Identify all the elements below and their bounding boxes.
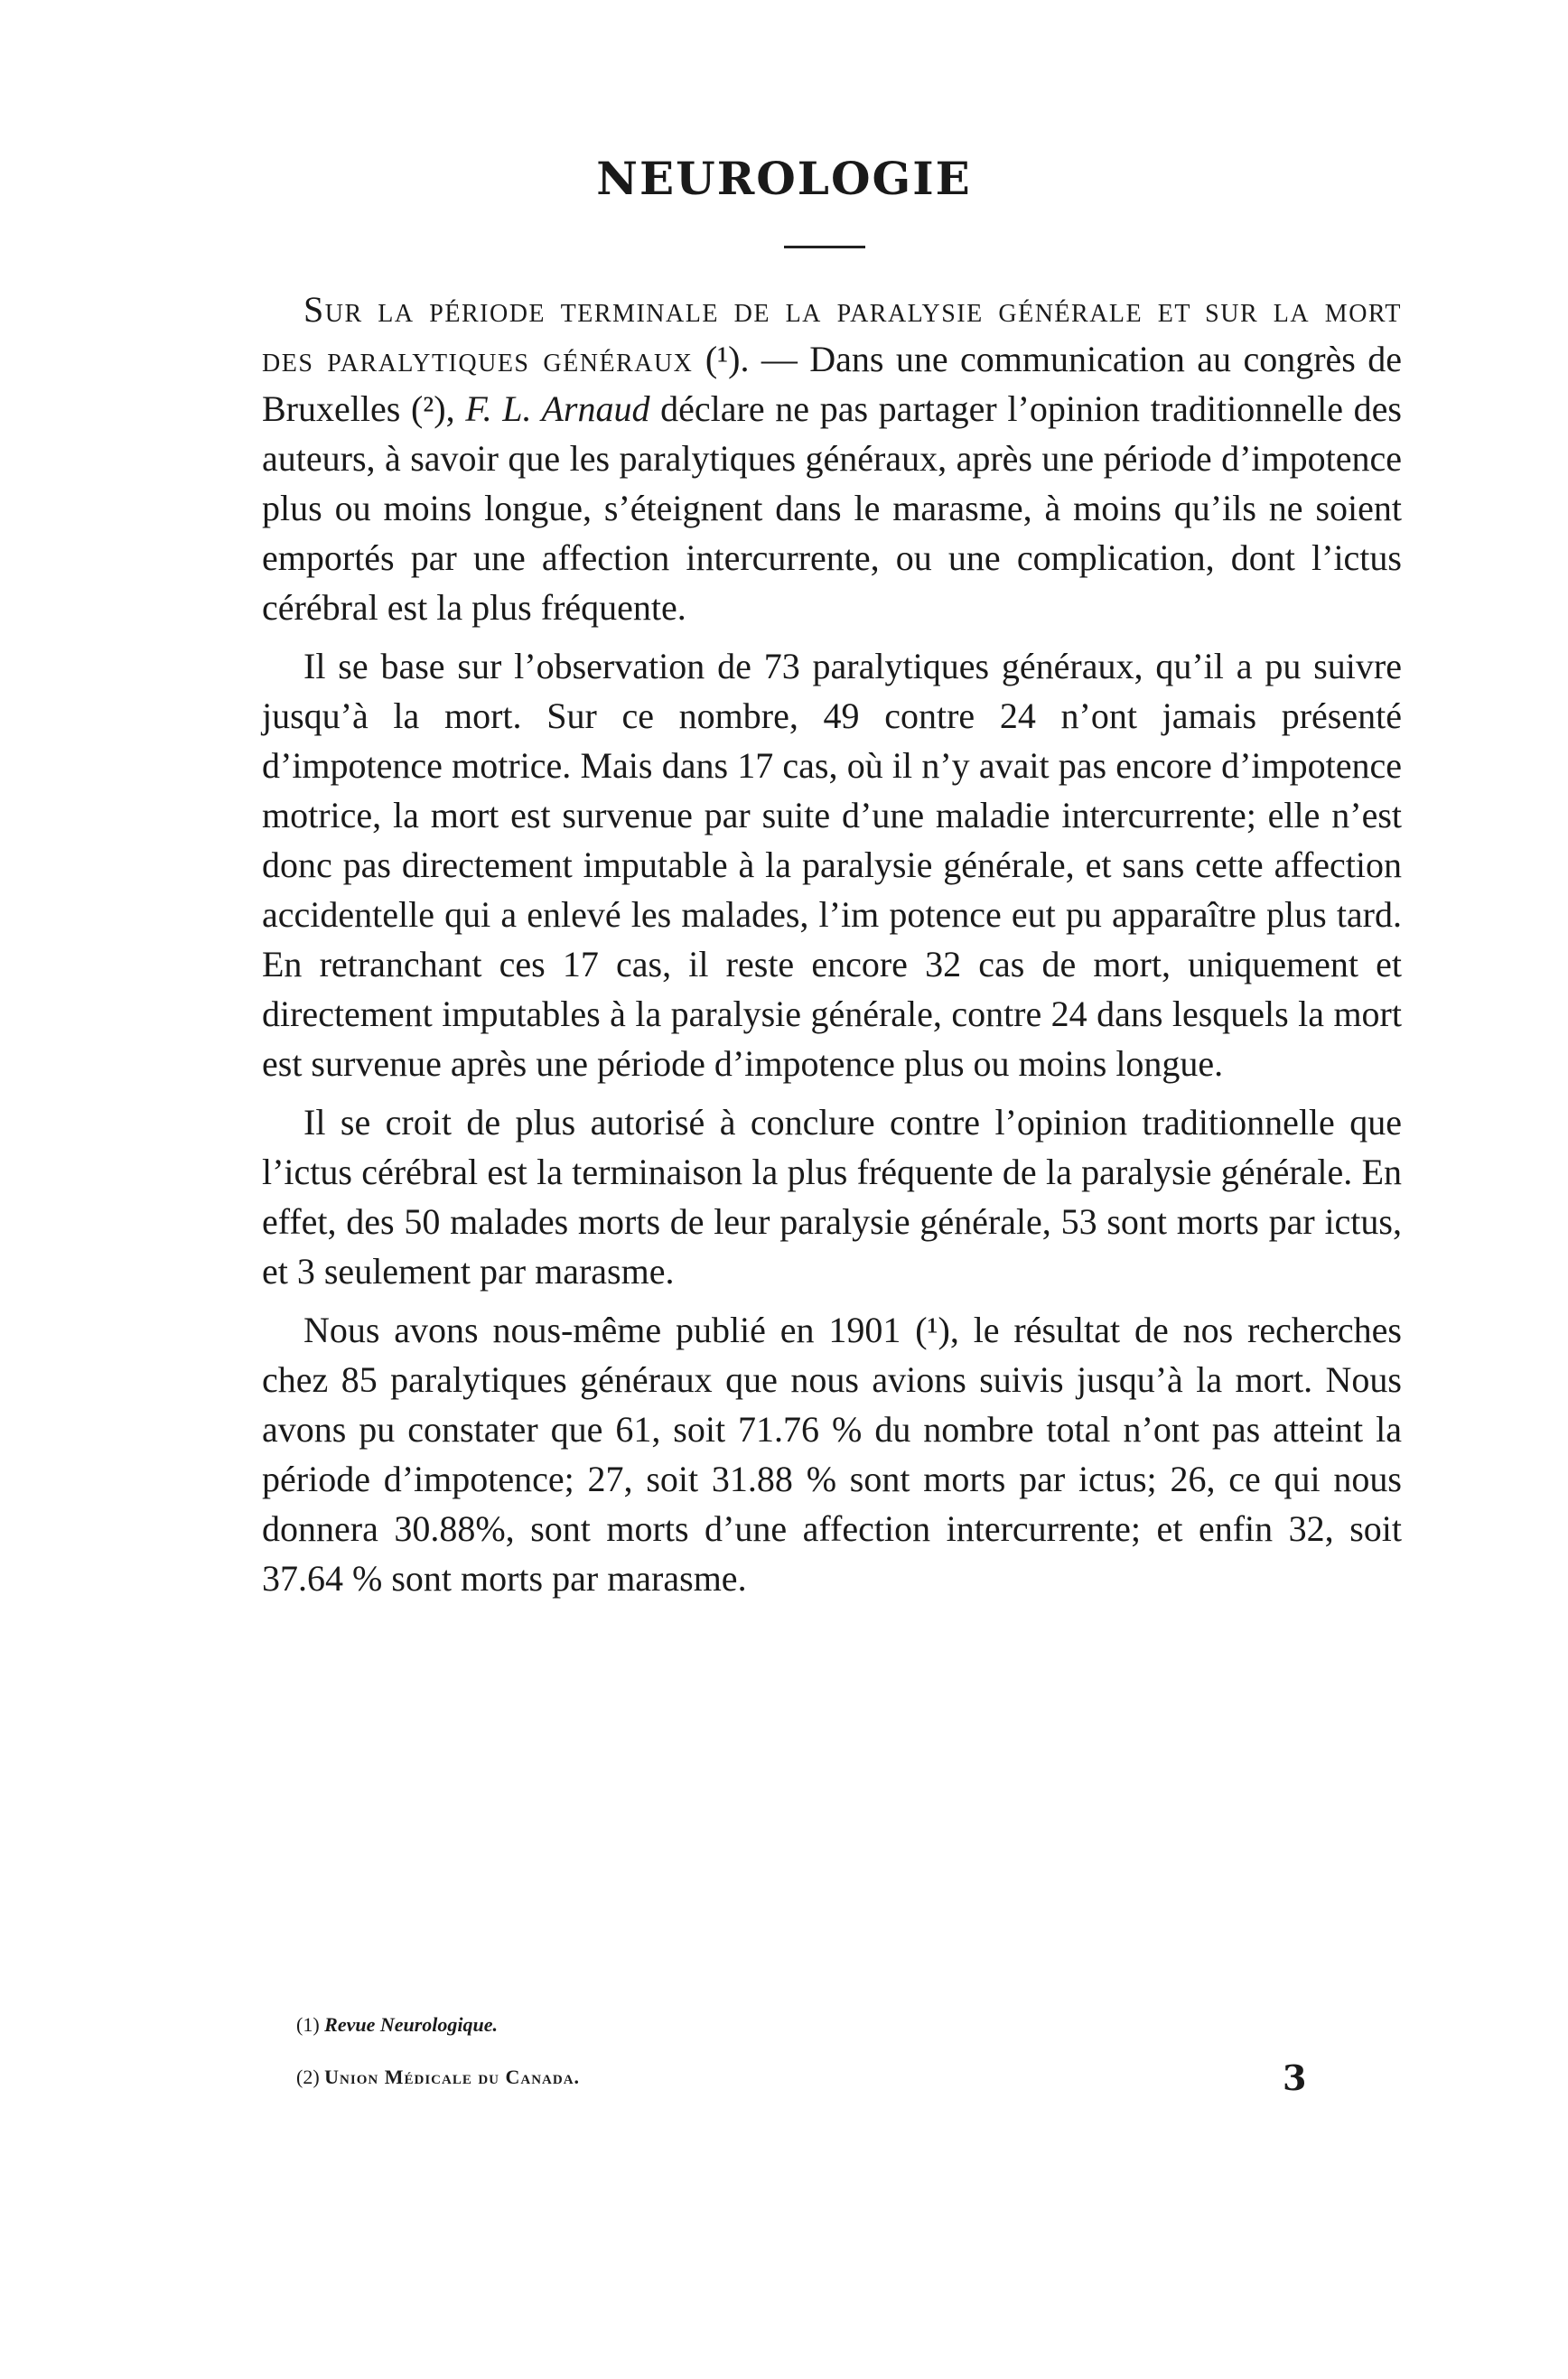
heading-footnote-ref: (¹). [705,339,750,379]
paragraph-1 [262,285,1402,632]
footnote-2 [296,2065,1290,2090]
paragraph-1-text-a: — Dans une communication au congrès de Bruxelles [262,339,1402,429]
footnotes [296,2012,1290,2117]
article-body [262,285,1402,1612]
footnote-1-text: Revue Neurologique. [324,2013,499,2036]
paragraph-3: Il se croit de plus autorisé à conclure contre l’opinion traditionnelle que l’ictus cérébral est la terminaison la plus fréquente de la paralysie générale. En effet, des 50 malades morts de leur paralysie générale, 53 sont morts par ictus, et 3 seulement par marasme. [262,1102,1402,1292]
page-title: NEUROLOGIE [596,152,972,205]
paragraph-4: Nous avons nous-même publié en 1901 (¹), le résultat de nos recherches chez 85 paralytiques généraux que nous avions suivis jusqu’à la mort. Nous avons pu constater que 61, soit 71.76 % du nombre total n’ont pas atteint la période d’impotence; 27, soit 31.88 % sont morts par ictus; 26, ce qui nous donnera 30.88%, sont morts d’une affection intercurrente; et enfin 32, soit 37.64 % sont morts par marasme. [262,1310,1402,1599]
title-rule [784,246,865,248]
page-number: 3 [1283,2057,1307,2098]
footnote-ref-2: (²), [410,388,466,429]
paragraph-1-text-b: déclare ne pas partager l’opinion traditionnelle des auteurs, à savoir que les paralytiques généraux, après une période d’impotence plus ou moins longue, s’éteignent dans le marasme, à moins qu’ils ne soient emportés par une affection intercurrente, ou une complication, dont l’ictus cérébral est la plus fréquente. [262,388,1402,628]
article-heading-line-1: Sur la période terminale de la paralysie générale et [303,289,1191,330]
footnote-2-mark: (2) [296,2066,320,2088]
footnote-1-mark: (1) [296,2013,320,2036]
paragraph-2: Il se base sur l’observation de 73 paralytiques généraux, qu’il a pu suivre jusqu’à la mort. Sur ce nombre, 49 contre 24 n’ont jamais présenté d’impotence motrice. Mais dans 17 cas, où il n’y avait pas encore d’impotence motrice, la mort est survenue par suite d’une maladie intercurrente; elle n’est donc pas directement imputable à la paralysie générale, et sans cette affection accidentelle qui a enlevé les malades, l’im potence eut pu apparaître plus tard. En retranchant ces 17 cas, il reste encore 32 cas de mort, uniquement et directement imputables à la paralysie générale, contre 24 dans lesquels la mort est survenue après une période d’impotence plus ou moins longue. [262,646,1402,1084]
article-heading-line-2: sur la mort des paralytiques généraux [262,289,1403,379]
footnote-2-text: Union Médicale du Canada. [324,2066,581,2088]
author-name: F. L. Arnaud [465,388,650,429]
footnote-1 [296,2012,1290,2038]
